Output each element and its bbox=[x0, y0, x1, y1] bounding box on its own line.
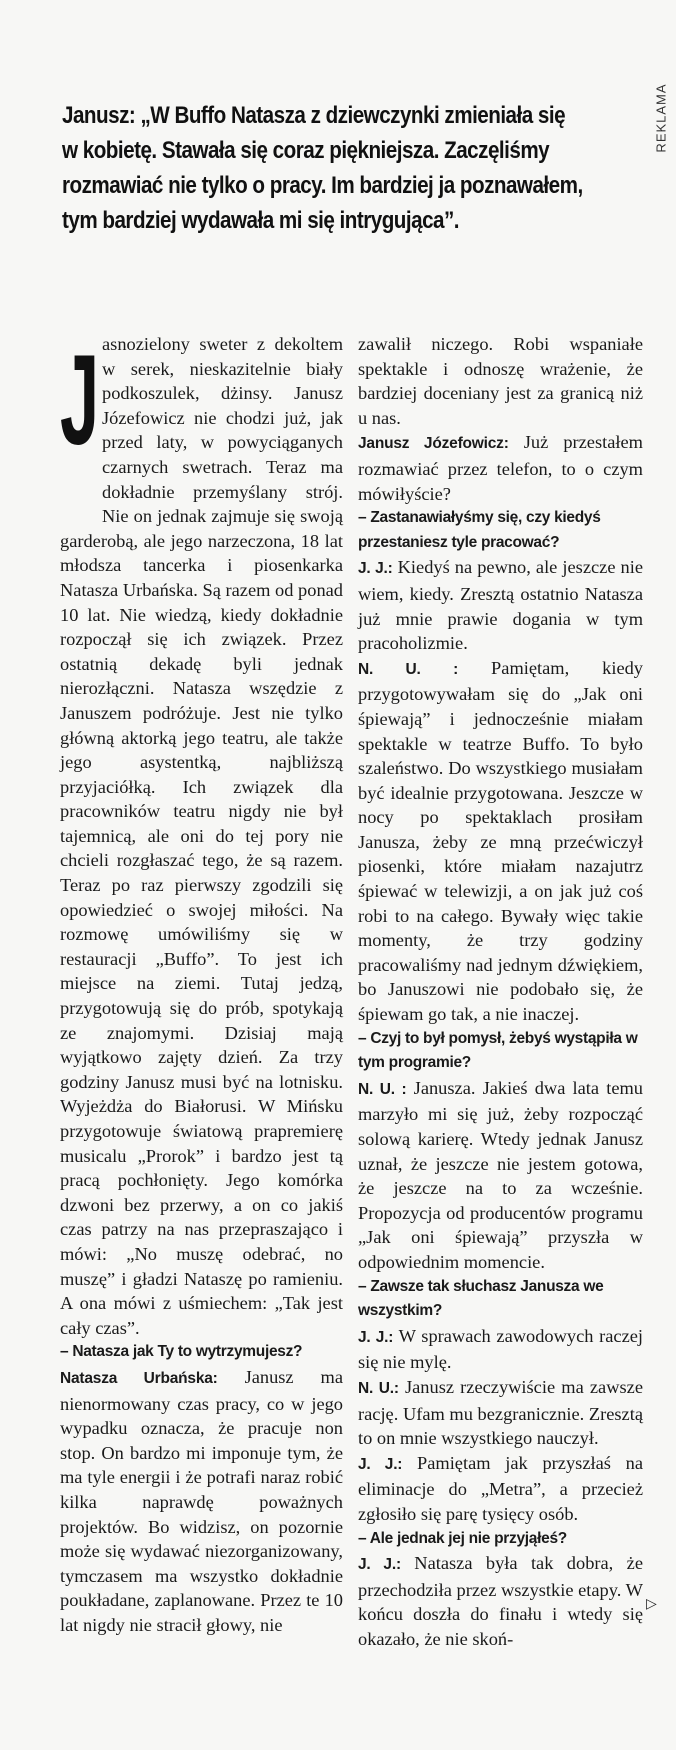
speaker-name: Natasza Urbańska: bbox=[60, 1369, 218, 1387]
interview-answer bbox=[358, 430, 643, 506]
intro-text: asnozielony sweter z dekoltem w serek, nieskazitelnie biały podkoszulek, dżinsy. Janusz Józefowicz nie chodzi już, jak przed laty, w powyciąganych czarnych swetrach. Teraz ma dokładnie przemyślany strój. Nie on jednak zajmuje się swoją garderobą, ale jego narzeczona, 18 lat młodsza tancerka i piosenkarka Natasza Urbańska. Są razem od ponad 10 lat. Nie wiedzą, kiedy dokładnie rozpoczął się ich związek. Przez ostatnią dekadę byli jednak nierozłączni. Natasza wszędzie z Januszem podróżuje. Jest nie tylko główną aktorką jego teatru, ale także jego asystentką, najbliższą przyjaciółką. Ich związek dla pracowników teatru nigdy nie był tajemnicą, ale oni do tej pory nie chcieli rozgłaszać tego, że są razem. Teraz po raz pierwszy zgodzili się opowiedzieć o swojej miłości. Na rozmowę umówiliśmy się w restauracji „Buffo”. To jest ich miejsce na ziemi. Tutaj jedzą, przygotowują się do prób, spotykają ze znajomymi. Dzisiaj mają wyjątkowo zajęty dzień. Za trzy godziny Janusz musi być na lotnisku. Wyjeżdża do Białorusi. W Mińsku przygotowuje światową prapremierę musicalu „Prorok” i bardzo jest tą pracą pochłonięty. Jego komórka dzwoni bez przerwy, a on co jakiś czas patrzy na nas przepraszająco i mówi: „No muszę odebrać, no muszę” i gładzi Nataszę po ramieniu. A ona mówi z uśmiechem: „Tak jest cały czas”. bbox=[60, 334, 343, 1338]
interview-answer bbox=[358, 1076, 643, 1275]
speaker-name: J. J.: bbox=[358, 1556, 401, 1574]
interview-answer bbox=[358, 1451, 643, 1527]
speaker-name: N. U. : bbox=[358, 660, 459, 678]
answer-text: Janusz ma nienormowany czas pracy, co w jego wypadku oznacza, że pracuje non stop. On bardzo mi imponuje tym, że ma tyle energii i że potrafi naraz robić kilka naprawdę poważnych projektów. Bo widzisz, on pozornie może się wydawać niezorganizowany, tymczasem ma wszystko dokładnie poukładane, zaplanowane. Przez te 10 lat nigdy nie stracił głowy, nie bbox=[60, 1366, 343, 1635]
lead-line: rozmawiać nie tylko o pracy. Im bardziej ja poznawałem, bbox=[62, 172, 583, 199]
answer-text: Natasza była tak dobra, że przechodziła przez wszystkie etapy. W końcu doszła do finału i wtedy się okazało, że nie skoń- bbox=[358, 1553, 643, 1649]
interview-answer bbox=[358, 656, 643, 1027]
answer-text: Pamiętam jak przyszłaś na eliminacje do „Metra”, a przecież zgłosiło się parę tysięcy osób. bbox=[358, 1452, 644, 1524]
side-label bbox=[650, 68, 672, 168]
article-column-right bbox=[358, 332, 643, 1651]
interview-question: – Zastanawiałyśmy się, czy kiedyś przestaniesz tyle pracować? bbox=[358, 509, 601, 551]
lead-quote bbox=[62, 98, 621, 238]
interview-answer bbox=[358, 1324, 643, 1375]
continue-arrow-icon: ▷ bbox=[646, 1596, 657, 1612]
interview-answer bbox=[358, 555, 643, 655]
lead-line: w kobietę. Stawała się coraz piękniejsza. Zaczęliśmy bbox=[62, 137, 550, 164]
interview-answer bbox=[60, 1365, 343, 1638]
intro-paragraph bbox=[60, 329, 343, 1340]
lead-line: Janusz: „W Buffo Natasza z dziewczynki zmieniała się bbox=[62, 102, 566, 129]
answer-text: W sprawach zawodowych raczej się nie mylę. bbox=[358, 1325, 644, 1373]
answer-text: Kiedyś na pewno, ale jeszcze nie wiem, kiedy. Zresztą ostatnio Natasza już mnie prawie dogania w tym pracoholizmie. bbox=[358, 557, 644, 654]
interview-question: – Natasza jak Ty to wytrzymujesz? bbox=[60, 1343, 303, 1361]
speaker-name: J. J.: bbox=[358, 560, 393, 578]
answer-text: Pamiętam, kiedy przygotowywałam się do „Jak oni śpiewają” i jednocześnie miałam spektakle w teatrze Buffo. To było szaleństwo. Do wszystkiego musiałam być idealnie przygotowana. Jeszcze w nocy po spektaklach prosiłam Janusza, żeby ze mną przećwiczył piosenki, które miałam nazajutrz śpiewać w telewizji, a on jak już coś robi to na całego. Bywały więc takie momenty, że trzy godziny pracowaliśmy nad jednym dźwiękiem, bo Januszowi nie podobało się, że śpiewam go tak, a nie inaczej. bbox=[358, 657, 644, 1025]
interview-answer bbox=[358, 1551, 643, 1651]
interview-question: – Zawsze tak słuchasz Janusza we wszystkim? bbox=[358, 1277, 604, 1320]
reklama-label: REKLAMA bbox=[653, 83, 669, 153]
speaker-name: J. J.: bbox=[358, 1455, 403, 1473]
speaker-name: Janusz Józefowicz: bbox=[358, 435, 509, 453]
lead-line: tym bardziej wydawała mi się intrygująca”. bbox=[62, 207, 460, 234]
answer-text: Już przestałem rozmawiać przez telefon, to o czym mówiłyście? bbox=[358, 432, 643, 504]
speaker-name: J. J.: bbox=[358, 1328, 394, 1346]
drop-cap: J bbox=[60, 329, 100, 472]
answer-text: Janusza. Jakieś dwa lata temu marzyło mi się już, żeby rozpocząć solową karierę. Wtedy jednak Janusz uznał, że jeszcze nie jestem gotowa, że jeszcze na to za wcześnie. Propozycja od producentów programu „Jak oni śpiewają” przyszła w odpowiednim momencie. bbox=[358, 1077, 643, 1272]
interview-answer bbox=[358, 1375, 643, 1451]
answer-continuation: zawalił niczego. Robi wspaniałe spektakle i odnoszę wrażenie, że bardziej doceniany jest za granicą niż u nas. bbox=[358, 334, 643, 428]
answer-text: Janusz rzeczywiście ma zawsze rację. Ufam mu bezgranicznie. Zresztą to on mnie wszystkiego nauczył. bbox=[358, 1376, 643, 1449]
interview-question: – Czyj to był pomysł, żebyś wystąpiła w tym programie? bbox=[358, 1029, 638, 1072]
interview-question: – Ale jednak jej nie przyjąłeś? bbox=[358, 1529, 567, 1547]
speaker-name: N. U.: bbox=[358, 1379, 399, 1397]
article-column-left bbox=[60, 329, 343, 1637]
speaker-name: N. U. : bbox=[358, 1080, 407, 1098]
